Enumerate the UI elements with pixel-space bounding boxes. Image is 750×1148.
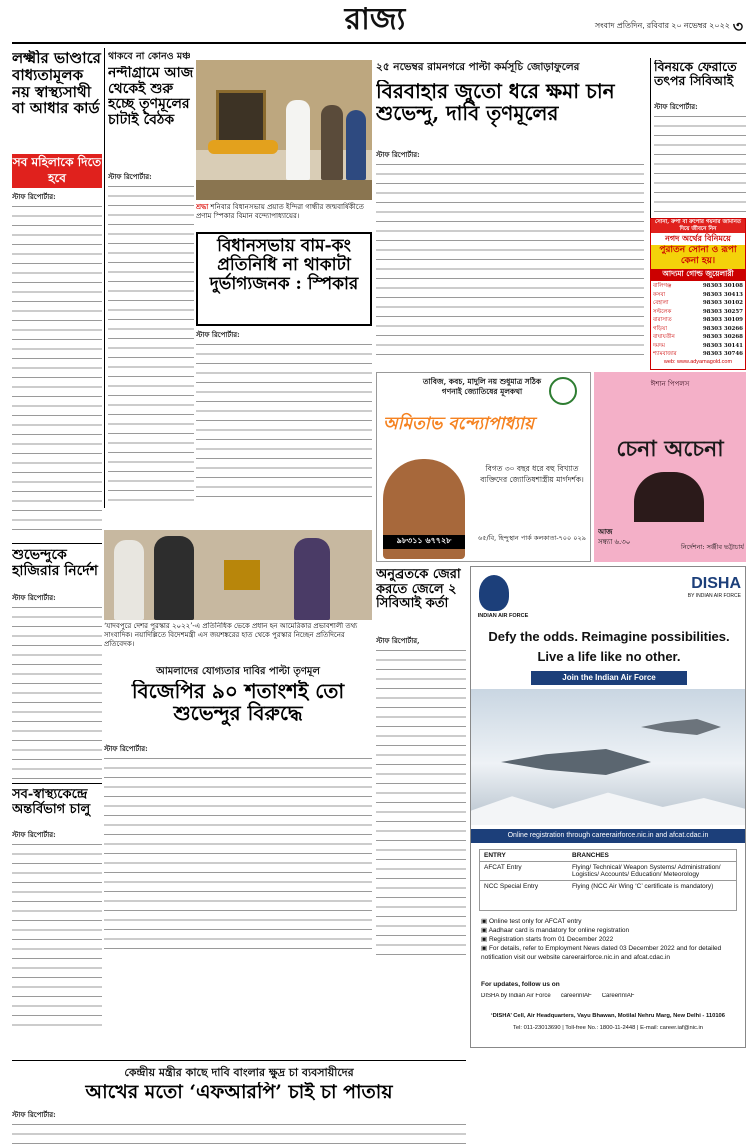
branch-phone: 98303 30268 [702, 334, 743, 340]
section-title: রাজ্য [344, 2, 406, 37]
iaf-footer2: Tel: 011-23013690 | Toll-free No.: 1800-11-2448 | E-mail: career.iaf@nic.in [513, 1025, 703, 1031]
speaker-photo [196, 60, 372, 200]
suvendu-summons-headline: শুভেন্দুকে হাজিরার নির্দেশ [12, 548, 98, 579]
lead-byline: স্টাফ রিপোর্টার: [376, 150, 420, 159]
table-row [480, 861, 736, 880]
lead-story [376, 58, 646, 368]
branch-name: দমদম [653, 342, 665, 349]
table-cell: AFCAT Entry [484, 864, 522, 871]
tea-kicker: কেন্দ্রীয় মন্ত্রীর কাছে দাবি বাংলার ক্ষুদ্র চা ব্যবসায়ীদের [124, 1066, 354, 1079]
theatre-time: সন্ধ্যা ৬.৩০ [598, 538, 631, 546]
theatre-day: আজ [598, 527, 613, 536]
column-left [12, 48, 102, 1058]
branch-name: বেহালা [653, 300, 669, 306]
note-item: ▣ Online test only for AFCAT entry [481, 918, 582, 925]
branch-phone: 98303 30257 [702, 308, 743, 315]
jaishankar-photo [104, 530, 372, 620]
person-silhouette [294, 538, 330, 620]
nandigram-byline: স্টাফ রিপোর্টার: [108, 172, 152, 181]
lakshmir-bhandar-byline: স্টাফ রিপোর্টার: [12, 192, 56, 201]
jet-icon [641, 719, 721, 735]
lead-kicker: ২৫ নভেম্বর রামনগরে পাল্টা কর্মসূচি জোড়াফুলের [376, 61, 580, 73]
theatre-play-title: চেনা অচেনা [616, 436, 724, 462]
branch-row [653, 342, 743, 351]
disha-logo-sub: BY INDIAN AIR FORCE [687, 593, 741, 599]
note-text: Aadhaar card is mandatory for online registration [488, 927, 630, 934]
table-header [480, 850, 736, 861]
iaf-footer1: ‘DISHA’ Cell, Air Headquarters, Vayu Bhawan, Motilal Nehru Marg, New Delhi - 110106 [491, 1013, 725, 1019]
branch-phone: 98303 30141 [702, 342, 743, 349]
lead-headline: বিরবাহার জুতো ধরে ক্ষমা চান শুভেন্দু, দাবি তৃণমূলের [376, 80, 615, 126]
nandigram-headline: নন্দীগ্রামে আজ থেকেই শুরু হচ্ছে তৃণমূলের চাটাই বৈঠক [108, 66, 194, 129]
lakshmir-bhandar-tag: সব মহিলাকে দিতে হবে [12, 154, 102, 188]
theatre-director: নির্দেশনা: সঞ্জীব ভট্টাচার্য [681, 543, 744, 551]
divider [12, 543, 102, 544]
iaf-ad [470, 566, 746, 1048]
cbi-vinay-story [650, 58, 746, 218]
cbi-vinay-headline: বিনয়কে ফেরাতে তৎপর সিবিআই [654, 60, 737, 88]
table-header-cell: ENTRY [484, 852, 506, 859]
person-silhouette [114, 540, 144, 620]
header-rule [12, 42, 746, 44]
lead-body [376, 161, 644, 361]
suvendu-summons-body [12, 604, 102, 779]
iaf-label: INDIAN AIR FORCE [477, 613, 529, 619]
branch-phone: 98303 30109 [702, 317, 743, 323]
mountains [471, 789, 745, 825]
gold-ad-web: web: www.adyamagold.com [663, 359, 733, 365]
branch-name: বালিগঞ্জ [653, 283, 672, 289]
branch-phone: 98303 30746 [702, 351, 743, 357]
astro-topline: তাবিজ, কবচ, মাদুলি নয় শুধুমাত্র সঠিক গণনাই জ্যোতিষের মূলকথা [422, 377, 542, 396]
branch-row [653, 333, 743, 342]
branch-phone: 98303 30266 [702, 325, 743, 332]
disha-logo: DISHA [691, 575, 741, 592]
gold-ad-brand: আদ্যমা গোল্ড জুয়েলারী [651, 269, 745, 281]
tea-headline: আখের মতো ‘এফআরপি’ চাই চা পাতায় [85, 1082, 393, 1103]
astro-logo [549, 377, 577, 405]
person-silhouette [321, 105, 343, 180]
person-silhouette [154, 536, 194, 620]
astrology-ad [376, 372, 591, 562]
note-item: ▣ Aadhaar card is mandatory for online registration [481, 927, 630, 934]
table-header-cell: BRANCHES [572, 852, 609, 859]
lakshmir-bhandar-body [12, 203, 102, 538]
branch-row [653, 316, 743, 325]
branch-name: সল্টলেক [653, 308, 672, 315]
person-silhouette [346, 110, 366, 180]
column-second [104, 48, 194, 508]
iaf-tagline2: Live a life like no other. [537, 649, 681, 664]
caption-text: শনিবার বিধানসভায় প্রয়াত ইন্দিরা গান্ধীর জন্মবার্ষিকীতে প্রণাম স্পিকার বিমান বন্দ্যোপাধ্যায়ের। [196, 203, 364, 220]
iaf-join-banner: Join the Indian Air Force [531, 671, 687, 685]
person-silhouette [286, 100, 310, 180]
branch-row [653, 308, 743, 317]
bottom-divider [12, 1060, 466, 1061]
gold-ad-branch-list [653, 282, 743, 362]
health-centre-byline: স্টাফ রিপোর্টার: [12, 830, 56, 839]
branch-name: বাঘাযতীন [653, 334, 675, 340]
note-text: Online test only for AFCAT entry [488, 918, 582, 925]
astro-phone: ৯৮৩১১ ৬৭৭২৮ [383, 535, 465, 549]
branch-name: গড়িয়া [653, 325, 667, 332]
iaf-jets-image [471, 689, 745, 825]
theatre-ad [594, 372, 746, 562]
theatre-tree-art [634, 472, 704, 522]
nandigram-tag: থাকবে না কোনও মঞ্চ [108, 51, 191, 62]
anubrata-body [376, 647, 466, 957]
iaf-crest-icon [479, 575, 509, 611]
date-line: সংবাদ প্রতিদিন, রবিবার ২০ নভেম্বর ২০২২ [594, 21, 730, 30]
suvendu-summons-byline: স্টাফ রিপোর্টার: [12, 593, 56, 602]
lakshmir-bhandar-headline: লক্ষ্মীর ভাণ্ডারে বাধ্যতামূলক নয় স্বাস্থ্যসাথী বা আধার কার্ড [12, 50, 101, 118]
branch-row [653, 282, 743, 291]
branch-row [653, 325, 743, 334]
award-plaque [224, 560, 260, 590]
social-handle[interactable]: CareerInIAF [601, 993, 635, 999]
table-cell: Flying/ Technical/ Weapon Systems/ Administration/ Logistics/ Accounts/ Education/ Meteorology [572, 864, 721, 878]
speaker-body [196, 341, 372, 501]
iaf-entry-table [479, 849, 737, 911]
gold-ad-tagline: সোনা, রুপা বা রুপোর গয়নার জামানত দিয়ে জীবনে নিন [651, 219, 745, 233]
flower-garland [208, 140, 278, 154]
page-number: ৩ [732, 17, 744, 34]
gold-ad-offer1: নগদ অর্থের বিনিময়ে [651, 233, 745, 245]
iaf-tagline1: Defy the odds. Reimagine possibilities. [488, 629, 730, 644]
caption-tag: শ্রদ্ধা [196, 202, 209, 211]
divider [12, 783, 102, 784]
masthead [0, 0, 750, 46]
jaishankar-body [104, 755, 372, 955]
note-item: ▣ For details, refer to Employment News dated 03 December 2022 and for detailed notification visit our website careerairforce.nic.in and afcat.cdac.in [481, 945, 722, 961]
jet-icon [501, 749, 651, 775]
iaf-online-reg: Online registration through careerairforce.nic.in and afcat.cdac.in [471, 829, 745, 843]
floor [196, 180, 372, 200]
speaker-byline: স্টাফ রিপোর্টার: [196, 330, 240, 339]
branch-name: কসবা [653, 291, 666, 298]
tea-body [12, 1121, 466, 1145]
gold-jewellery-ad [650, 218, 746, 370]
speaker-photo-caption [196, 202, 372, 224]
anubrata-headline: অনুব্রতকে জেরা করতে জেলে ২ সিবিআই কর্তা [376, 568, 461, 612]
branch-row [653, 291, 743, 300]
note-text: For details, refer to Employment News dated 03 December 2022 and for detailed notification visit our website careerairforce.nic.in and afcat.cdac.in [481, 945, 722, 961]
branch-name: বারাসাত [653, 317, 672, 323]
jaishankar-kicker: আমলাদের যোগ্যতার দাবির পাল্টা তৃণমূল [156, 666, 320, 677]
table-cell: NCC Special Entry [484, 883, 539, 890]
nandigram-body [108, 183, 194, 503]
table-cell: Flying (NCC Air Wing ‘C’ certificate is mandatory) [572, 883, 714, 890]
jaishankar-headline: বিজেপির ৯০ শতাংশই তো শুভেন্দুর বিরুদ্ধে [131, 680, 345, 726]
jaishankar-byline: স্টাফ রিপোর্টার: [104, 744, 148, 753]
table-row [480, 880, 736, 892]
astro-address: ৬৫/বি, হিন্দুস্থান পার্ক কলকাতা-৭০০ ০২৯ [478, 534, 586, 542]
astro-desc: বিগত ৩০ বছর ধরে বহু বিখ্যাত ব্যক্তিদের জ্যোতিষশাস্ত্রীয় মার্গদর্শক। [480, 464, 584, 484]
social-handle[interactable]: DISHA by Indian Air Force [481, 993, 551, 999]
health-centre-headline: সব-স্বাস্থ্যকেন্দ্রে অন্তর্বিভাগ চালু [12, 788, 91, 817]
iaf-notes [481, 917, 737, 977]
branch-phone: 98303 30413 [702, 291, 743, 298]
branch-phone: 98303 30108 [702, 283, 743, 289]
cbi-vinay-body [654, 113, 746, 213]
branch-name: শ্যামবাজার [653, 351, 677, 357]
note-item: ▣ Registration starts from 01 December 2022 [481, 936, 614, 943]
gold-ad-offer2: পুরাতন সোনা ও রূপা কেনা হয়। [651, 245, 745, 269]
tea-byline: স্টাফ রিপোর্টার: [12, 1110, 56, 1119]
speaker-headline: বিধানসভায় বাম-কং প্রতিনিধি না থাকাটা দুর্ভাগ্যজনক : স্পিকার [196, 232, 372, 326]
note-text: Registration starts from 01 December 2022 [488, 936, 614, 943]
iaf-follow: For updates, follow us on [481, 981, 560, 988]
iaf-social-row [481, 993, 737, 1005]
cbi-vinay-byline: স্টাফ রিপোর্টার: [654, 102, 698, 111]
astro-name: অমিতাভ বন্দ্যোপাধ্যায় [383, 414, 534, 434]
branch-phone: 98303 30102 [702, 300, 743, 306]
jaishankar-caption: ‘যাদবপুরে দেশর পুরস্কার ২০২২’-এ প্রতিনিধিক ভেকে প্রধান হন আমেরিকার প্রভাবশালী তথ্য সাংবাদিক। নয়াদিল্লিতে বিদেশমন্ত্রী এস জয়শঙ্করের হাত থেকে পুরস্কার নিচ্ছেন প্রতিদিনের প্রতিবেদক। [104, 622, 358, 648]
health-centre-body [12, 841, 102, 1026]
branch-row [653, 299, 743, 308]
theatre-presenter: ঈশান পিপলস [650, 380, 690, 388]
anubrata-byline: স্টাফ রিপোর্টার, [376, 636, 420, 645]
social-handle[interactable]: careerinIAF [560, 993, 592, 999]
branch-row [653, 350, 743, 359]
